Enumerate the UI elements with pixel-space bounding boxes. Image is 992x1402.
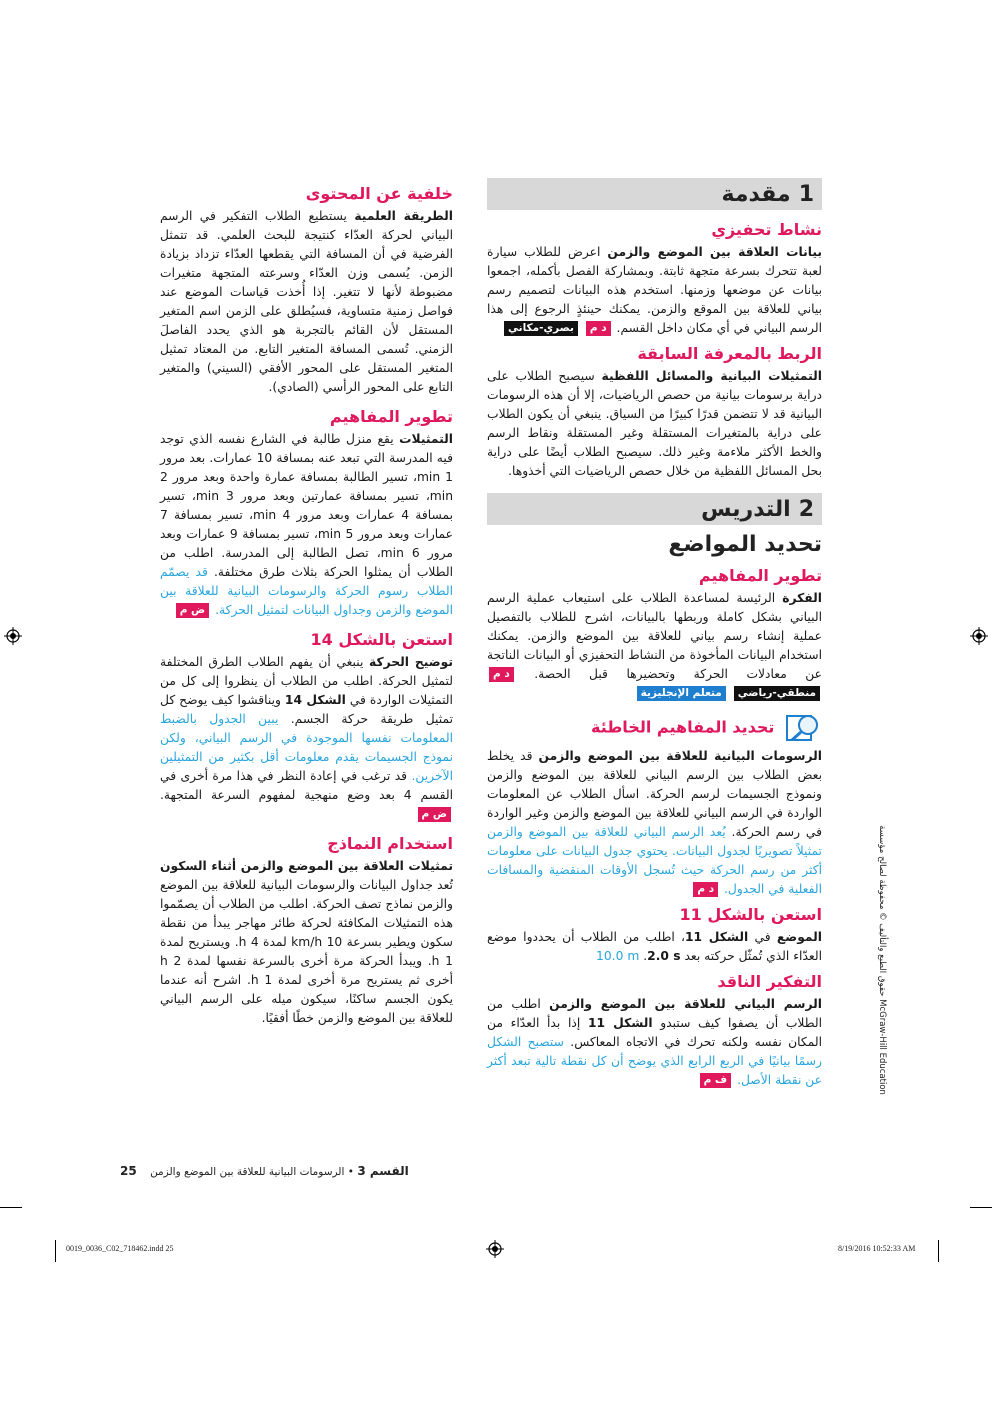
figure-14-text: ينبغي أن يفهم الطلاب الطرق المختلفة لتمثيل الحركة. اطلب من الطلاب أن ينظروا إلى كل من التمثيلات الواردة في bbox=[160, 655, 453, 707]
motivation-heading: نشاط تحفيزي bbox=[711, 220, 822, 239]
section-2-bar bbox=[487, 493, 822, 525]
critical-thinking-figure-ref: الشكل 11 bbox=[587, 1016, 653, 1030]
motivation-text: اعرض للطلاب سيارة لعبة تتحرك بسرعة متجهة ثابتة. وبمشاركة الفصل بأكمله، اجمعوا بيانات عن موضعها وزمنها. استخدم هذه البيانات لتصميم رسم بياني للعلاقة بين الموقع والزمن. يمكنك حينئذٍ الرجوع إلى هذا الرسم البياني في أي مكان داخل القسم. bbox=[487, 245, 822, 335]
critical-thinking-heading: التفكير الناقد bbox=[717, 972, 822, 991]
ell-tag: متعلم الإنجليزية bbox=[637, 686, 726, 701]
registration-mark-icon bbox=[970, 627, 988, 645]
critical-thinking-answer: ستصبح الشكل رسمًا بيانيًا في الربع الرابع الذي يوضح أن كل نقطة تالية تبعد أكثر عن نقطة الأصل. bbox=[487, 1035, 822, 1087]
figure-14-heading: استعن بالشكل 14 bbox=[310, 630, 453, 649]
critical-thinking-text: إذا بدأ العدّاء من المكان نفسه ولكنه تحرك في الاتجاه المعاكس. bbox=[487, 1016, 822, 1049]
section-1-number: 1 bbox=[798, 181, 814, 207]
figure-11-keyword: الموضع bbox=[776, 930, 822, 944]
learning-style-tag: بصري-مكاني bbox=[504, 321, 578, 336]
figure-14-text: ويناقشوا كيف يوضح كل تمثيل طريقة حركة الجسم. bbox=[160, 693, 453, 726]
slug-date: 8/19/2016 10:52:33 AM bbox=[838, 1244, 916, 1253]
misconceptions-text: قد يخلط بعض الطلاب بين الرسم البياني للعلاقة بين الموضع والزمن ونموذج الجسيمات لرسم الحركة. اسأل الطلاب عن المعلومات الواردة في الرسم البياني للعلاقة بين الموضع والزمن وغير الواردة في رسم الحركة. bbox=[487, 749, 822, 839]
prior-knowledge-text: سيصبح الطلاب على دراية برسومات بيانية من حصص الرياضيات، إلا أن هذه الرسومات البيانية قد لا تتضمن قدرًا كبيرًا من السياق. ينبغي أن يكون الطلاب على دراية بالمتغيرات المستقلة وغير المستقلة ونقاط الرسم والخط الأكثر ملاءمة وغير ذلك. سيصبح الطلاب أيضًا على دراية بحل المسائل اللفظية من خلال حصص الرياضيات التي أخذوها. bbox=[487, 369, 822, 478]
magnifier-icon bbox=[786, 713, 822, 743]
slug-filename: 0019_0036_C02_718462.indd 25 bbox=[66, 1244, 174, 1253]
figure-14-ref: الشكل 14 bbox=[284, 693, 346, 707]
copyright-notice: حقوق الطبع والتأليف © محفوظة لصالح مؤسسة McGraw-Hill Education bbox=[877, 825, 887, 1095]
left-column bbox=[160, 178, 453, 1030]
figure-11-paragraph: الموضع في الشكل 11، اطلب من الطلاب أن يحددوا موضع العدّاء الذي تُمثّل حركته بعد 2.0 s. 10.0 m bbox=[487, 930, 822, 963]
using-models-paragraph bbox=[160, 857, 453, 1028]
prior-knowledge-heading: الربط بالمعرفة السابقة bbox=[637, 344, 822, 363]
differentiation-tag: ض م bbox=[176, 603, 209, 618]
critical-thinking-paragraph bbox=[487, 995, 822, 1090]
figure-14-text: قد ترغب في إعادة النظر في هذا مرة أخرى في القسم 4 بعد وضع منهجية لمفهوم السرعة المتجهة. bbox=[160, 769, 453, 802]
concept-development-heading: تطوير المفاهيم bbox=[698, 566, 822, 585]
differentiation-tag: د م bbox=[489, 667, 514, 682]
registration-mark-icon bbox=[4, 627, 22, 645]
figure-11-ref: الشكل 11 bbox=[685, 930, 749, 944]
motivation-keyword: بيانات العلاقة بين الموضع والزمن bbox=[607, 245, 822, 259]
figure-11-text: في bbox=[754, 930, 771, 944]
figure-11-time: 2.0 s bbox=[647, 949, 681, 963]
differentiation-tag: د م bbox=[586, 321, 611, 336]
page-footer bbox=[120, 1164, 409, 1178]
figure-14-answer: يبين الجدول بالضبط المعلومات نفسها الموجودة في الرسم البياني، ولكن نموذج الجسيمات يقدم معلومات أقل بكثير من التمثيلين الآخرين. bbox=[160, 712, 453, 783]
figure-11-heading: استعن بالشكل 11 bbox=[679, 905, 822, 924]
concept-development-paragraph bbox=[487, 589, 822, 703]
differentiation-tag: ض م bbox=[418, 807, 451, 822]
crop-mark bbox=[0, 1207, 22, 1208]
misconceptions-paragraph bbox=[487, 747, 822, 899]
page-number: 25 bbox=[120, 1164, 137, 1178]
footer-section: القسم 3 bbox=[357, 1164, 409, 1178]
figure-14-paragraph bbox=[160, 653, 453, 824]
figure-11-answer: 10.0 m bbox=[596, 949, 640, 963]
using-models-text: تُعد جداول البيانات والرسومات البيانية للعلاقة بين الموضع والزمن نماذج تصف الحركة. اطلب من الطلاب أن يصمّموا هذه التمثيلات المكافئة لحركة طائر مهاجر يبدأ من نقطة سكون ويطير بسرعة 10 km/h لمدة 4 h. ويستريح لمدة 1 h. ويبدأ الحركة مرة أخرى بالسرعة نفسها لمدة 2 h أخرى ثم يستريح مرة أخرى لمدة 1 h. اشرح أنه عندما يكون الجسم ساكنًا، سيكون ميله على الرسم البياني للعلاقة بين الموضع والزمن خطًا أفقيًا. bbox=[160, 878, 453, 1025]
section-1-title: مقدمة bbox=[721, 181, 791, 207]
representations-answer: قد يصمّم الطلاب رسوم الحركة والرسومات البيانية للعلاقة بين الموضع والزمن وجداول البيانات لتمثيل الحركة. bbox=[160, 565, 453, 617]
misconceptions-title: تحديد المفاهيم الخاطئة bbox=[591, 717, 775, 737]
section-2-title: التدريس bbox=[701, 496, 791, 522]
prior-knowledge-keyword: التمثيلات البيانية والمسائل اللفظية bbox=[601, 369, 822, 383]
misconceptions-answer: يُعد الرسم البياني للعلاقة بين الموضع والزمن تمثيلاً تصويريًا لجدول البيانات. يحتوي جدول البيانات على معلومات أكثر من رسم الحركة حيث تُسجل الأوقات المنقضية والمسافات الفعلية في الجدول. bbox=[487, 825, 822, 896]
footer-separator: • bbox=[347, 1166, 354, 1178]
footer-title: الرسومات البيانية للعلاقة بين الموضع والزمن bbox=[150, 1166, 345, 1178]
background-text: يستطيع الطلاب التفكير في الرسم البياني لحركة العدّاء كنتيجة للبحث العلمي. قد تتمثل الفرضية في أن المسافة التي يقطعها العدّاء تزداد بزيادة الزمن. يُسمى وزن العدّاء وسرعته المتجهة متغيرات مضبوطة لأنها لا تتغير. إذا أُخذت قياسات الموضع عند فواصل زمنية متساوية، فسيُطلق على الزمن اسم المتغير المستقل لأن القائم بالتجربة هو الذي يحدد الفاصلَ الزمني. تُسمى المسافة المتغير التابع. من المعتاد تمثيل المتغير المستقل على المحور الأفقي (السيني) والمتغير التابع على المحور الرأسي (الصادي). bbox=[160, 209, 453, 394]
registration-mark-icon bbox=[486, 1240, 504, 1258]
right-column bbox=[487, 178, 822, 1092]
concept-development-keyword: الفكرة bbox=[782, 591, 822, 605]
critical-thinking-keyword: الرسم البياني للعلاقة بين الموضع والزمن bbox=[549, 997, 822, 1011]
section-1-bar bbox=[487, 178, 822, 210]
misconceptions-keyword: الرسومات البيانية للعلاقة بين الموضع والزمن bbox=[538, 749, 822, 763]
left-concept-development-heading: تطوير المفاهيم bbox=[329, 407, 453, 426]
crop-mark bbox=[55, 1240, 56, 1262]
left-concept-development-paragraph bbox=[160, 430, 453, 620]
representations-keyword: التمثيلات bbox=[399, 432, 453, 446]
differentiation-tag: د م bbox=[693, 882, 718, 897]
using-models-keyword: تمثيلات العلاقة بين الموضع والزمن أثناء السكون bbox=[160, 859, 453, 873]
crop-mark bbox=[938, 1240, 939, 1262]
differentiation-tag: ف م bbox=[700, 1073, 732, 1088]
concept-development-text: الرئيسة لمساعدة الطلاب على استيعاب عملية الرسم البياني بشكل كاملة وربطها بالبيانات، اشرح للطلاب بالتفصيل عملية إنشاء رسم بياني للعلاقة بين الموضع والزمن. يمكنك استخدام البيانات المأخوذة من النشاط التحفيزي أو البيانات الناتجة عن معادلات الحركة وتحضيرها قبل الحصة. bbox=[487, 591, 822, 681]
background-paragraph bbox=[160, 207, 453, 397]
misconceptions-heading bbox=[487, 713, 822, 743]
topic-title: تحديد المواضع bbox=[668, 532, 822, 557]
representations-text: يقع منزل طالبة في الشارع نفسه الذي توجد فيه المدرسة التي تبعد عنه بمسافة 10 عمارات. بعد مرور 1 min، تسير الطالبة بمسافة عمارة واحدة وبعد مرور 2 min، تسير بمسافة عمارتين وبعد مرور 3 min، تسير بمسافة 4 عمارات وبعد مرور 4 min، تسير بمسافة 7 عمارات وبعد مرور 5 min، تسير بمسافة 9 عمارات وبعد مرور 6 min، تصل الطالبة إلى المدرسة. اطلب من الطلاب أن يمثلوا الحركة بثلاث طرق مختلفة. bbox=[160, 432, 453, 579]
section-2-number: 2 bbox=[798, 496, 814, 522]
figure-11-text: ، اطلب من الطلاب أن يحددوا موضع العدّاء الذي تُمثّل حركته بعد bbox=[487, 930, 822, 963]
background-keyword: الطريقة العلمية bbox=[354, 209, 453, 223]
motivation-paragraph bbox=[487, 243, 822, 338]
prior-knowledge-paragraph bbox=[487, 367, 822, 481]
learning-style-tag: منطقي-رياضي bbox=[734, 686, 820, 701]
using-models-heading: استخدام النماذج bbox=[327, 834, 453, 853]
background-heading: خلفية عن المحتوى bbox=[305, 184, 453, 203]
critical-thinking-text: اطلب من الطلاب أن يصفوا كيف ستبدو bbox=[487, 997, 822, 1030]
crop-mark bbox=[970, 1207, 992, 1208]
figure-14-keyword: توضيح الحركة bbox=[369, 655, 453, 669]
